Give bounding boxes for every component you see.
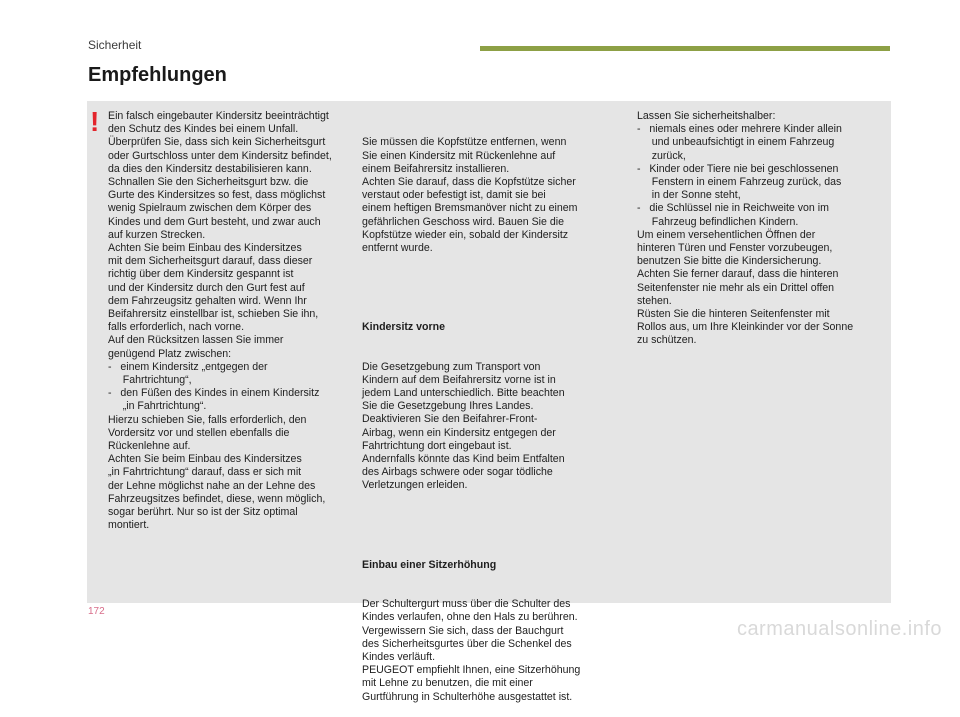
- header-bar: [480, 46, 890, 51]
- booster-seat-heading: Einbau einer Sitzerhöhung: [362, 558, 497, 571]
- headrest-paragraph: Sie müssen die Kopfstütze entfernen, wenn Sie einen Kindersitz mit Rückenlehne auf einem Beifahrersitz installieren. Achten Sie darauf, dass die Kopfstütze sicher verstaut oder befestigt ist, damit sie bei einem heftigen Bremsmanöver nicht zu einem gefährlichen Geschoss wird. Bauen Sie die Kopfstütze wieder ein, sobald der Kindersitz entfernt wurde.: [362, 136, 578, 255]
- front-child-seat-heading: Kindersitz vorne: [362, 321, 446, 334]
- section-label: Sicherheit: [88, 38, 142, 52]
- column-warning-text: Ein falsch eingebauter Kindersitz beeinträchtigt den Schutz des Kindes bei einem Unfall. Überprüfen Sie, dass sich kein Sicherheitsgurt oder Gurtschloss unter dem Kindersitz befindet, da dies den Kindersitz destabilisieren kann. Schnallen Sie den Sicherheitsgurt bzw. die Gurte des Kindersitzes so fest, dass möglichst wenig Spielraum zwischen dem Körper des Kindes und dem Gurt besteht, und zwar auch auf kurzen Strecken. Achten Sie beim Einbau des Kindersitzes mit dem Sicherheitsgurt darauf, dass dieser richtig über dem Kindersitz gespannt ist und der Kindersitz durch den Gurt fest auf dem Fahrzeugsitz gehalten wird. Wenn Ihr Beifahrersitz einstellbar ist, schieben Sie ihn, falls erforderlich, nach vorne. Auf den Rücksitzen lassen Sie immer genügend Platz zwischen: - einem Kindersitz „entgegen der Fahrtrichtung“, - den Füßen des Kindes in einem Kindersitz „in Fahrtrichtung“. Hierzu schieben Sie, falls erforderlich, den Vordersitz vor und stellen ebenfalls die Rückenlehne auf. Achten Sie beim Einbau des Kindersitzes „in Fahrtrichtung“ darauf, dass er sich mit der Lehne möglichst nahe an der Lehne des Fahrzeugsitzes befindet, diese, wenn möglich, sogar berührt. Nur so ist der Sitz optimal montiert.: [108, 110, 332, 532]
- booster-seat-paragraph: Der Schultergurt muss über die Schulter des Kindes verlaufen, ohne den Hals zu berühren. Vergewissern Sie sich, dass der Bauchgurt des Sicherheitsgurtes über die Schenkel des Kindes verläuft. PEUGEOT empfiehlt Ihnen, eine Sitzerhöhung mit Lehne zu benutzen, die mit einer Gurtführung in Schulterhöhe ausgestattet ist.: [362, 598, 581, 703]
- column-headrest: [362, 110, 612, 717]
- watermark: carmanualsonline.info: [736, 618, 942, 640]
- page-number: 172: [88, 606, 105, 617]
- exclamation-icon: !: [90, 106, 100, 137]
- page-title: Empfehlungen: [88, 64, 227, 86]
- front-child-seat-paragraph: Die Gesetzgebung zum Transport von Kindern auf dem Beifahrersitz vorne ist in jedem Land unterschiedlich. Bitte beachten Sie die Gesetzgebung Ihres Landes. Deaktivieren Sie den Beifahrer-Front- Airbag, wenn ein Kindersitz entgegen der Fahrtrichtung dort eingebaut ist. Andernfalls könnte das Kind beim Entfalten des Airbags schwere oder sogar tödliche Verletzungen erleiden.: [362, 360, 565, 492]
- column-safety-tips: Lassen Sie sicherheitshalber: - niemals eines oder mehrere Kinder allein und unbeaufsichtigt in einem Fahrzeug zurück, - Kinder oder Tiere nie bei geschlossenen Fenstern in einem Fahrzeug zurück, das in der Sonne steht, - die Schlüssel nie in Reichweite von im Fahrzeug befindlichen Kindern. Um einem versehentlichen Öffnen der hinteren Türen und Fenster vorzubeugen, benutzen Sie bitte die Kindersicherung. Achten Sie ferner darauf, dass die hinteren Seitenfenster nie mehr als ein Drittel offen stehen. Rüsten Sie die hinteren Seitenfenster mit Rollos aus, um Ihre Kleinkinder vor der Sonne zu schützen.: [637, 110, 854, 347]
